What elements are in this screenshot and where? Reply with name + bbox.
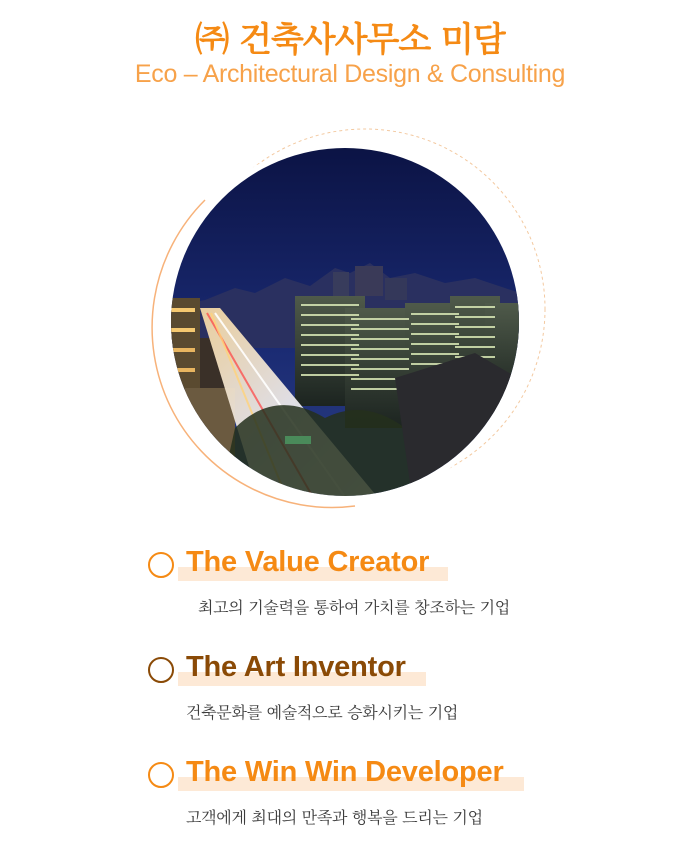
value-heading: The Value Creator	[186, 546, 430, 578]
value-list	[148, 542, 648, 850]
value-description: 최고의 기술력을 통하여 가치를 창조하는 기업	[198, 598, 510, 617]
value-heading: The Art Inventor	[186, 651, 406, 683]
value-item-1	[148, 542, 648, 647]
value-item-3	[148, 752, 648, 850]
circle-bullet-icon	[148, 552, 174, 578]
page-title: ㈜ 건축사사무소 미담	[195, 20, 505, 60]
circle-bullet-icon	[148, 762, 174, 788]
photo-scene	[145, 128, 555, 518]
value-description: 고객에게 최대의 만족과 행복을 드리는 기업	[186, 808, 483, 827]
hero-photo	[145, 128, 555, 518]
page-subtitle: Eco – Architectural Design & Consulting	[134, 60, 566, 88]
night-city-photo-icon	[145, 128, 555, 518]
value-description: 건축문화를 예술적으로 승화시키는 기업	[186, 703, 459, 722]
value-heading: The Win Win Developer	[186, 756, 504, 788]
circle-bullet-icon	[148, 657, 174, 683]
value-item-2	[148, 647, 648, 752]
